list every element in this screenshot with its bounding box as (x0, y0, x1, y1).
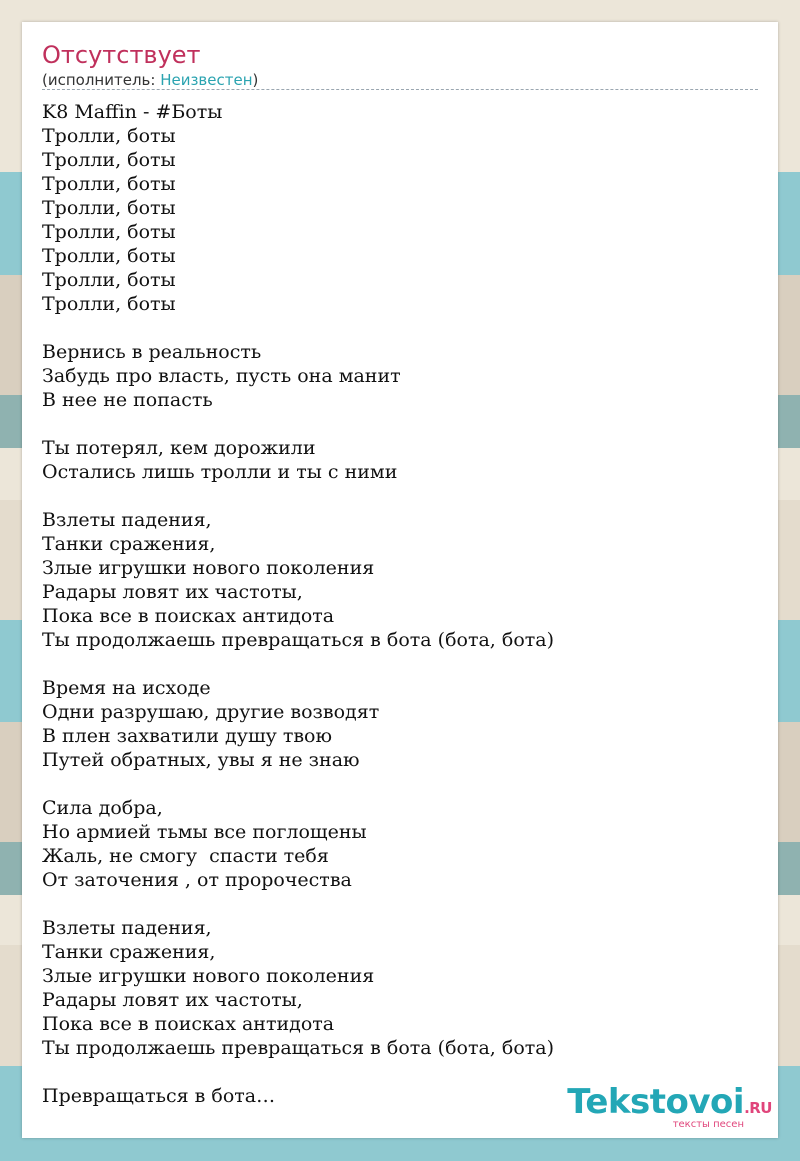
artist-link[interactable]: Неизвестен (160, 71, 253, 89)
song-title: Отсутствует (42, 41, 201, 69)
lyric-line: Тролли, боты (42, 293, 176, 315)
lyric-line (42, 652, 758, 676)
lyric-line: K8 Maffin - #Боты (42, 101, 223, 123)
lyric-line (42, 316, 758, 340)
lyric-line: Но армией тьмы все поглощены (42, 821, 367, 843)
lyrics-card (22, 22, 778, 1138)
lyric-line: Тролли, боты (42, 269, 176, 291)
site-logo[interactable] (567, 1084, 772, 1136)
lyric-line: В нее не попасть (42, 389, 213, 411)
lyric-line: Злые игрушки нового поколения (42, 557, 375, 579)
lyric-line: Одни разрушаю, другие возводят (42, 701, 380, 723)
logo-tagline: тексты песен (672, 1119, 744, 1130)
lyric-line (42, 772, 758, 796)
lyric-line: Танки сражения, (42, 533, 216, 555)
lyric-line: Жаль, не смогу спасти тебя (42, 845, 329, 867)
lyric-line: Сила добра, (42, 797, 163, 819)
artist-prefix: (исполнитель: (42, 71, 161, 89)
lyric-line: Взлеты падения, (42, 509, 212, 531)
lyric-line: Путей обратных, увы я не знаю (42, 749, 360, 771)
lyric-line: Ты продолжаешь превращаться в бота (бота, бота) (42, 629, 555, 651)
lyric-line: Танки сражения, (42, 941, 216, 963)
lyric-line: Тролли, боты (42, 125, 176, 147)
lyric-line: Тролли, боты (42, 245, 176, 267)
lyric-line: Тролли, боты (42, 197, 176, 219)
lyric-line: Превращаться в бота… (42, 1085, 276, 1107)
lyric-line: Пока все в поисках антидота (42, 1013, 335, 1035)
lyric-line: Радары ловят их частоты, (42, 581, 303, 603)
lyric-line: Вернись в реальность (42, 341, 262, 363)
logo-domain: .RU (744, 1099, 772, 1117)
lyric-line: Пока все в поисках антидота (42, 605, 335, 627)
title-divider (42, 89, 758, 90)
lyric-line: Радары ловят их частоты, (42, 989, 303, 1011)
lyric-line: Время на исходе (42, 677, 211, 699)
lyrics-body (42, 100, 758, 1108)
lyric-line (42, 412, 758, 436)
lyric-line (42, 892, 758, 916)
lyric-line: Тролли, боты (42, 149, 176, 171)
logo-name: Tekstovoi (567, 1082, 745, 1122)
lyric-line: Забудь про власть, пусть она манит (42, 365, 401, 387)
lyric-line: Злые игрушки нового поколения (42, 965, 375, 987)
lyric-line: Остались лишь тролли и ты с ними (42, 461, 398, 483)
lyric-line (42, 484, 758, 508)
lyric-line: Тролли, боты (42, 173, 176, 195)
lyric-line: Взлеты падения, (42, 917, 212, 939)
lyric-line: Тролли, боты (42, 221, 176, 243)
lyric-line: Ты продолжаешь превращаться в бота (бота, бота) (42, 1037, 555, 1059)
lyric-line: В плен захватили душу твою (42, 725, 333, 747)
lyric-line: От заточения , от пророчества (42, 869, 352, 891)
lyric-line (42, 1060, 758, 1084)
artist-suffix: ) (252, 71, 259, 89)
lyric-line: Ты потерял, кем дорожили (42, 437, 316, 459)
artist-line (42, 70, 258, 90)
